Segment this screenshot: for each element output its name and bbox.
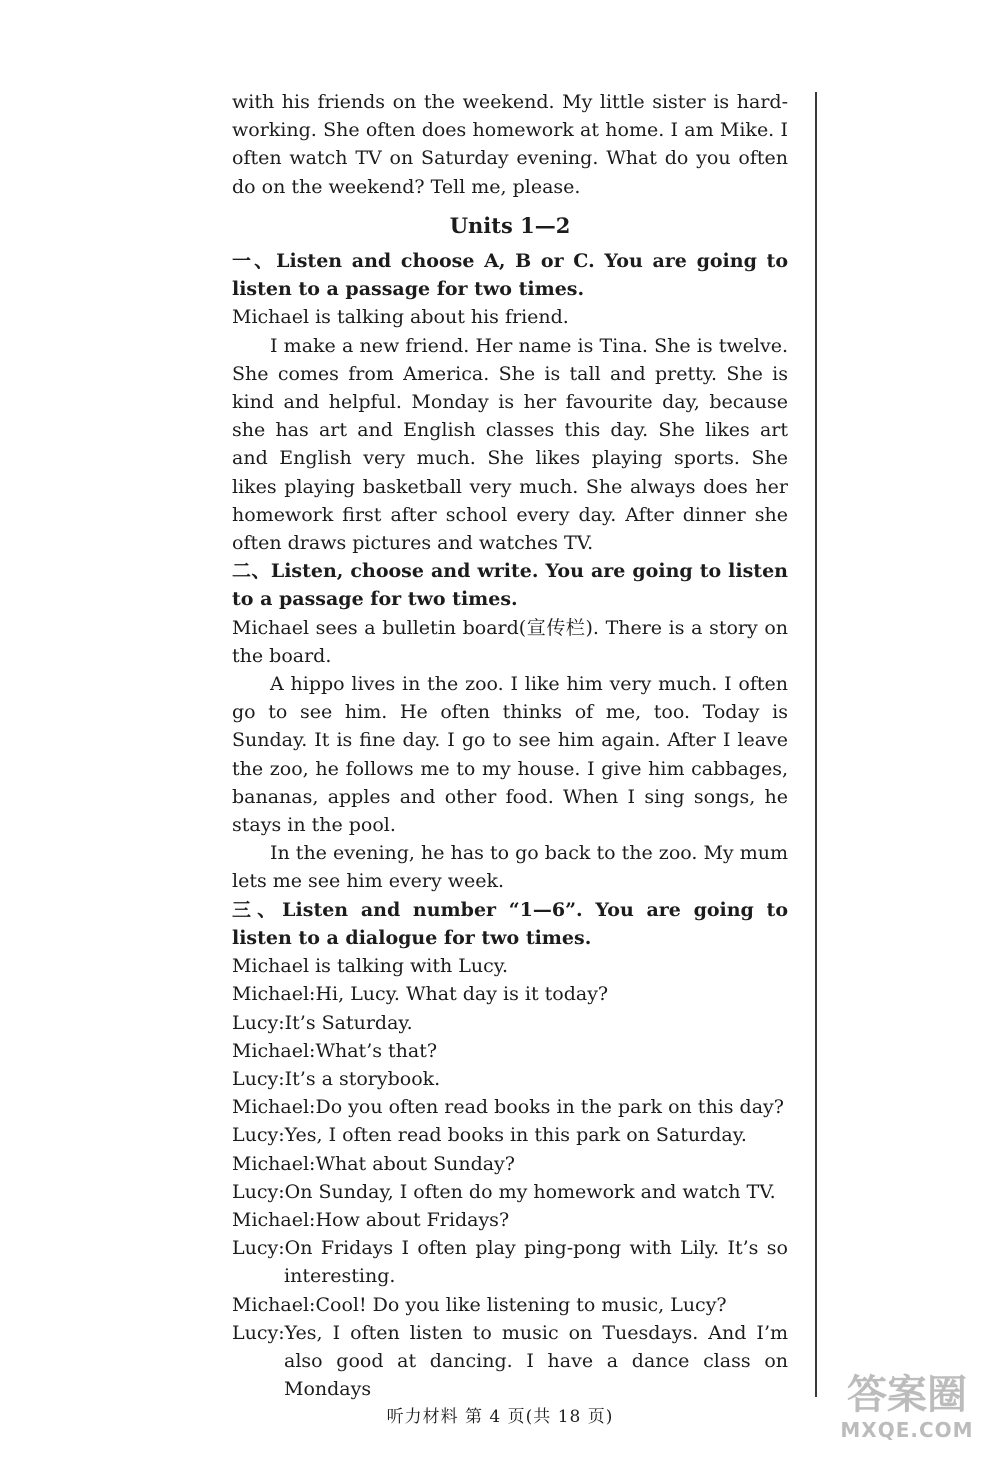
- dialogue-text: Yes, I often listen to music on Tuesdays. And I’m also good at dancing. I have a dance class on Mondays: [284, 1321, 788, 1401]
- dialogue-line: [232, 1009, 788, 1037]
- dialogue-line: [232, 1178, 788, 1206]
- unit-heading: Units 1—2: [449, 212, 571, 238]
- dialogue-speaker: Lucy:: [232, 1321, 285, 1344]
- section2-passage-1: A hippo lives in the zoo. I like him very much. I often go to see him. He often thinks of me, too. Today is Sunday. It is fine day. I go to see him again. After I leave the zoo, he follows me to my house. I give him cabbages, bananas, apples and other food. When I sing songs, he stays in the pool.: [232, 673, 788, 837]
- dialogue-speaker: Lucy:: [232, 1011, 285, 1034]
- dialogue-line: [232, 1150, 788, 1178]
- dialogue-text: What about Sunday?: [315, 1152, 515, 1175]
- dialogue-line: [232, 1121, 788, 1149]
- section2-instruction: 二、Listen, choose and write. You are going to listen to a passage for two times.: [232, 560, 788, 611]
- dialogue-line: [232, 1065, 788, 1093]
- dialogue-speaker: Michael:: [232, 1208, 316, 1231]
- dialogue-speaker: Michael:: [232, 1039, 316, 1062]
- section1-passage: I make a new friend. Her name is Tina. She is twelve. She comes from America. She is tall and pretty. She is kind and helpful. Monday is her favourite day, because she has art and English classes this day. She likes art and English very much. She likes playing sports. She likes playing basketball very much. She always does her homework first after school every day. After dinner she often draws pictures and watches TV.: [232, 334, 788, 555]
- dialogue-text: How about Fridays?: [315, 1208, 510, 1231]
- dialogue-text: On Fridays I often play ping-pong with Lily. It’s so interesting.: [284, 1237, 788, 1288]
- intro-paragraph: with his friends on the weekend. My little sister is hard-working. She often does homework at home. I am Mike. I often watch TV on Saturday evening. What do you often do on the weekend? Tell me, please.: [232, 91, 788, 198]
- section3-instruction: 三、Listen and number “1—6”. You are going to listen to a dialogue for two times.: [232, 898, 788, 949]
- section1-lead: Michael is talking about his friend.: [232, 306, 569, 329]
- dialogue-speaker: Michael:: [232, 1096, 316, 1119]
- dialogue-text: Hi, Lucy. What day is it today?: [315, 983, 609, 1006]
- dialogue-text: Yes, I often read books in this park on Saturday.: [284, 1124, 747, 1147]
- dialogue-line: [232, 1037, 788, 1065]
- dialogue-speaker: Michael:: [232, 983, 316, 1006]
- section3-lead: Michael is talking with Lucy.: [232, 955, 509, 978]
- dialogue-text: It’s a storybook.: [284, 1067, 441, 1090]
- dialogue-text: What’s that?: [315, 1039, 438, 1062]
- dialogue-speaker: Michael:: [232, 1152, 316, 1175]
- section2-passage-2: In the evening, he has to go back to the zoo. My mum lets me see him every week.: [232, 842, 788, 893]
- dialogue-line: [232, 980, 788, 1008]
- dialogue-line: [232, 1093, 788, 1121]
- dialogue-speaker: Lucy:: [232, 1237, 285, 1260]
- dialogue-text: It’s Saturday.: [284, 1011, 413, 1034]
- dialogue-text: Do you often read books in the park on this day?: [315, 1096, 784, 1119]
- section1-instruction: 一、Listen and choose A, B or C. You are going to listen to a passage for two times.: [232, 250, 788, 301]
- dialogue-line: [232, 1319, 788, 1404]
- watermark-site: MXQE.COM: [840, 1418, 974, 1442]
- section2-lead: Michael sees a bulletin board(宣传栏). There is a story on the board.: [232, 616, 788, 667]
- dialogue-text: Cool! Do you like listening to music, Lucy?: [315, 1293, 727, 1316]
- dialogue-speaker: Lucy:: [232, 1067, 285, 1090]
- watermark-logo: [832, 1373, 982, 1453]
- column-divider: [815, 92, 817, 1397]
- dialogue-line: [232, 1206, 788, 1234]
- dialogue-speaker: Michael:: [232, 1293, 316, 1316]
- watermark-logo-text: 答案圈: [847, 1372, 967, 1418]
- dialogue-speaker: Lucy:: [232, 1124, 285, 1147]
- dialogue-text: On Sunday, I often do my homework and watch TV.: [284, 1180, 776, 1203]
- dialogue-line: [232, 1291, 788, 1319]
- page-footer: 听力材料 第 4 页(共 18 页): [386, 1407, 614, 1427]
- dialogue-speaker: Lucy:: [232, 1180, 285, 1203]
- dialogue-line: [232, 1234, 788, 1290]
- text-column: [232, 88, 788, 1403]
